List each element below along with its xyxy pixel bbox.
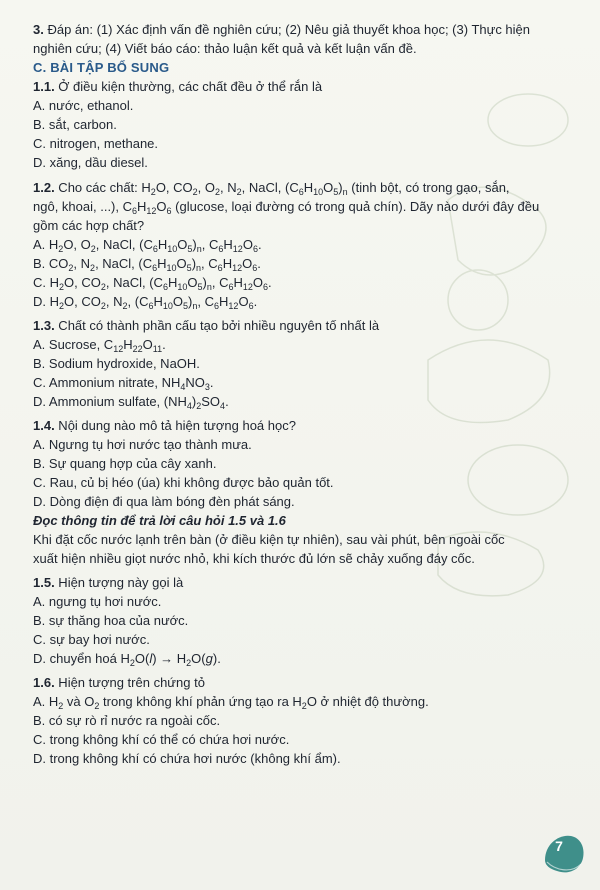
option-1-3-a: A. Sucrose, $C_{12}H_{22}O_{11}$. bbox=[33, 337, 166, 354]
option-1-6-d: D. trong không khí có chứa hơi nước (không khí ẩm). bbox=[33, 751, 341, 766]
option-1-3-c: C. Ammonium nitrate, $NH_4NO_3$. bbox=[33, 375, 214, 392]
answer-3-line-1 bbox=[33, 20, 573, 39]
answer-3-number: 3. bbox=[33, 22, 44, 37]
option-1-1-c: C. nitrogen, methane. bbox=[33, 136, 159, 151]
option-1-2-b: B. $CO_2$, $N_2$, NaCl, $(C_6H_{10}O_5)_n$, $C_6H_{12}O_6$. bbox=[33, 256, 261, 273]
option-1-5-a: A. ngưng tụ hơi nước. bbox=[33, 594, 162, 609]
option-1-4-b: B. Sự quang hợp của cây xanh. bbox=[33, 456, 217, 471]
reading-line-1: Khi đặt cốc nước lạnh trên bàn (ở điều kiện tự nhiên), sau vài phút, bên ngoài cốc bbox=[33, 532, 505, 547]
option-1-3-d: D. Ammonium sulfate, $(NH_4)_2SO_4$. bbox=[33, 394, 229, 411]
question-1-5 bbox=[33, 573, 573, 592]
question-1-4-stem: Nội dung nào mô tả hiện tượng hoá học? bbox=[54, 418, 296, 433]
option-1-2-c: C. $H_2O$, $CO_2$, NaCl, $(C_6H_{10}O_5)_n$, $C_6H_{12}O_6$. bbox=[33, 275, 272, 292]
section-title: C. BÀI TẬP BỔ SUNG bbox=[33, 60, 170, 75]
reading-line-2: xuất hiện nhiều giọt nước nhỏ, khi kích thước đủ lớn sẽ chảy xuống đáy cốc. bbox=[33, 551, 475, 566]
option-1-1-a: A. nước, ethanol. bbox=[33, 98, 134, 113]
question-1-4-number: 1.4. bbox=[33, 418, 55, 433]
option-1-1-d: D. xăng, dầu diesel. bbox=[33, 155, 148, 170]
option-1-5-d: D. chuyển hoá $H_2O(l) \to H_2O(g)$. bbox=[33, 651, 221, 668]
question-1-6-number: 1.6. bbox=[33, 675, 55, 690]
option-1-4-a: A. Ngưng tụ hơi nước tạo thành mưa. bbox=[33, 437, 252, 452]
answer-3-line-2: nghiên cứu; (4) Viết báo cáo: thảo luận kết quả và kết luận vấn đề. bbox=[33, 41, 417, 56]
question-1-2-line-3: gồm các hợp chất? bbox=[33, 218, 145, 233]
option-1-2-a: A. $H_2O$, $O_2$, NaCl, $(C_6H_{10}O_5)_n$, $C_6H_{12}O_6$. bbox=[33, 237, 262, 254]
question-1-6-stem: Hiện tượng trên chứng tỏ bbox=[54, 675, 205, 690]
question-1-6 bbox=[33, 673, 573, 692]
option-1-1-b: B. sắt, carbon. bbox=[33, 117, 117, 132]
question-1-3 bbox=[33, 316, 573, 335]
question-1-4 bbox=[33, 416, 573, 435]
question-1-1-stem: Ở điều kiện thường, các chất đều ở thể rắn là bbox=[54, 79, 323, 94]
question-1-5-number: 1.5. bbox=[33, 575, 55, 590]
question-1-3-stem: Chất có thành phần cấu tạo bởi nhiều nguyên tố nhất là bbox=[54, 318, 380, 333]
option-1-6-b: B. có sự rò rỉ nước ra ngoài cốc. bbox=[33, 713, 221, 728]
question-1-1 bbox=[33, 77, 573, 96]
question-1-5-stem: Hiện tượng này gọi là bbox=[54, 575, 184, 590]
option-1-3-b: B. Sodium hydroxide, NaOH. bbox=[33, 356, 200, 371]
question-1-3-number: 1.3. bbox=[33, 318, 55, 333]
option-1-5-c: C. sự bay hơi nước. bbox=[33, 632, 150, 647]
page-content bbox=[33, 20, 573, 768]
question-1-2-line-2: ngô, khoai, ...), $C_6H_{12}O_6$ (glucose, loại đường có trong quả chín). Dãy nào dưới đây đều bbox=[33, 199, 540, 216]
option-1-2-d: D. $H_2O$, $CO_2$, $N_2$, $(C_6H_{10}O_5)_n$, $C_6H_{12}O_6$. bbox=[33, 294, 258, 311]
option-1-6-a: A. $H_2$ và $O_2$ trong không khí phản ứng tạo ra $H_2O$ ở nhiệt độ thường. bbox=[33, 694, 429, 711]
option-1-4-d: D. Dòng điện đi qua làm bóng đèn phát sáng. bbox=[33, 494, 295, 509]
answer-3-text: Đáp án: (1) Xác định vấn đề nghiên cứu; (2) Nêu giả thuyết khoa học; (3) Thực hiện bbox=[43, 22, 531, 37]
option-1-6-c: C. trong không khí có thể có chứa hơi nước. bbox=[33, 732, 290, 747]
question-1-2-number: 1.2. bbox=[33, 180, 55, 195]
page-number: 7 bbox=[555, 838, 563, 854]
reading-title: Đọc thông tin để trả lời câu hỏi 1.5 và 1.6 bbox=[33, 513, 286, 528]
question-1-1-number: 1.1. bbox=[33, 79, 55, 94]
question-1-2-line-1: 1.2. Cho các chất: $H_2O$, $CO_2$, $O_2$, $N_2$, NaCl, $(C_6H_{10}O_5)_n$ (tinh bột, có trong gạo, sắn, bbox=[33, 180, 510, 197]
option-1-5-b: B. sự thăng hoa của nước. bbox=[33, 613, 189, 628]
option-1-4-c: C. Rau, củ bị héo (úa) khi không được bảo quản tốt. bbox=[33, 475, 334, 490]
